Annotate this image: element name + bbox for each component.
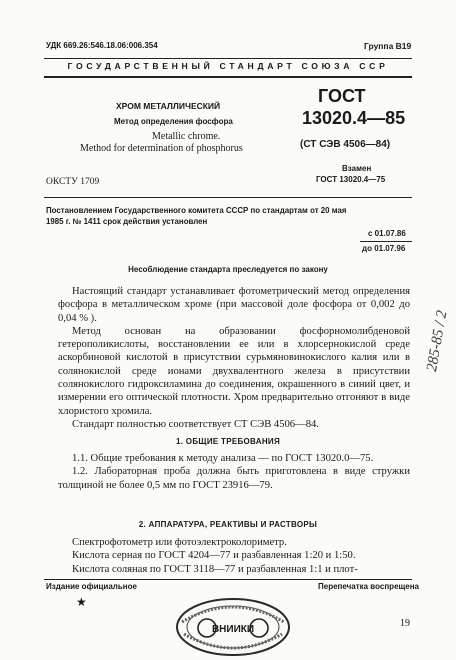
star-icon: ★ xyxy=(76,595,87,609)
section-2-item: Кислота соляная по ГОСТ 3118—77 и разбавленная 1:1 и плот- xyxy=(72,563,358,575)
intro-paragraph: Метод основан на образовании фосфорномолибденовой гетерополикислоты, восстановлении ее или в хлорсернокислой среде аскорбиновой кислотой в присутствии сурьмяновинокислого калия или в солянокислой среде ионами двухвалентного железа в присутствии солянокислого гидроксиламина до соединения, окрашенного в синий цвет, и измерении его оптической плотности. Хром предварительно отгоняют в виде хлористого хромила. xyxy=(58,325,410,417)
edition-official: Издание официальное xyxy=(46,582,137,591)
validity-from: с 01.07.86 xyxy=(368,229,406,238)
footer-rule xyxy=(44,579,412,580)
decree-line-1: Постановлением Государственного комитета СССР по стандартам от 20 мая xyxy=(46,206,347,215)
section-1-paragraph: 1.1. Общие требования к методу анализа — по ГОСТ 13020.0—75. xyxy=(72,453,374,464)
udk-code: УДК 669.26:546.18.06:006.354 xyxy=(46,41,158,50)
intro-paragraph: Настоящий стандарт устанавливает фотометрический метод определения фосфора в металлическом хроме (при массовой доле фосфора от 0,002 до 0,04 % ). xyxy=(58,286,410,324)
section-2-item: Кислота серная по ГОСТ 4204—77 и разбавленная 1:20 и 1:50. xyxy=(72,550,356,562)
section-1-paragraph: 1.2. Лабораторная проба должна быть приготовлена в виде стружки толщиной не более 0,5 мм по ГОСТ 23916—79. xyxy=(58,466,410,491)
mid-rule xyxy=(44,197,412,198)
stamp-text: ВНИИКИ xyxy=(211,624,255,635)
cmea-standard: (СТ СЭВ 4506—84) xyxy=(300,139,391,150)
page-number: 19 xyxy=(400,618,410,629)
validity-divider xyxy=(360,241,412,242)
reprint-prohibited: Перепечатка воспрещена xyxy=(318,582,419,591)
legal-notice: Несоблюдение стандарта преследуется по закону xyxy=(128,265,328,274)
gost-label: ГОСТ xyxy=(318,86,366,106)
title-ru-main: ХРОМ МЕТАЛЛИЧЕСКИЙ xyxy=(116,101,221,111)
section-2-title: 2. АППАРАТУРА, РЕАКТИВЫ И РАСТВОРЫ xyxy=(138,520,318,529)
gost-number: 13020.4—85 xyxy=(302,108,406,128)
section-2-item: Спектрофотометр или фотоэлектроколориметр. xyxy=(72,537,287,548)
title-en-main: Metallic chrome. xyxy=(152,131,221,142)
section-2-text xyxy=(58,536,410,576)
okstu-code: ОКСТУ 1709 xyxy=(46,177,100,187)
official-stamp xyxy=(174,596,292,658)
section-1-title: 1. ОБЩИЕ ТРЕБОВАНИЯ xyxy=(176,437,280,446)
section-1-text xyxy=(58,452,410,492)
handwritten-note: 285-85 / 2 xyxy=(424,309,451,373)
intro-text xyxy=(58,285,410,431)
replaces-label: Взамен xyxy=(342,164,372,173)
title-en-sub: Method for determination of phosphorus xyxy=(80,143,243,154)
state-standard-banner: ГОСУДАРСТВЕННЫЙ СТАНДАРТ СОЮЗА ССР xyxy=(67,61,389,71)
replaces-value: ГОСТ 13020.4—75 xyxy=(316,175,386,184)
title-ru-sub: Метод определения фосфора xyxy=(114,117,233,126)
banner-rule xyxy=(44,76,412,78)
top-rule xyxy=(44,58,412,59)
intro-paragraph: Стандарт полностью соответствует СТ СЭВ 4506—84. xyxy=(72,418,319,430)
decree-line-2: 1985 г. № 1411 срок действия установлен xyxy=(46,217,208,226)
group-code: Группа В19 xyxy=(364,41,412,51)
validity-to: до 01.07.96 xyxy=(362,244,406,253)
